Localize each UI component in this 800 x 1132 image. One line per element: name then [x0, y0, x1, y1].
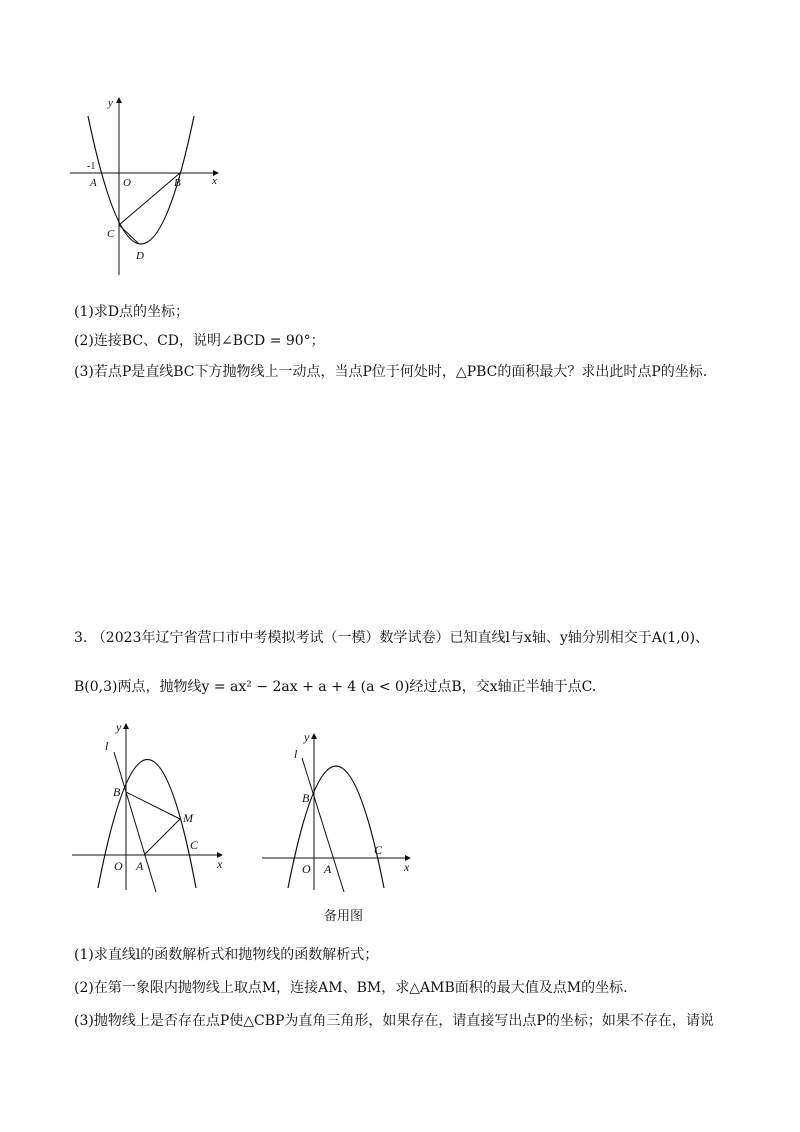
label-minus-one: -1: [87, 161, 96, 172]
q2-part-2: (2)连接BC、CD，说明∠BCD = 90°；: [74, 333, 325, 349]
label-y: y: [108, 97, 113, 109]
segment-bm: [126, 792, 180, 819]
label-o: O: [302, 862, 311, 876]
label-a: A: [136, 859, 144, 873]
segment-am: [144, 819, 180, 855]
label-b: B: [174, 177, 181, 189]
label-m: M: [183, 811, 193, 825]
q3-part-3: (3)抛物线上是否存在点P使△CBP为直角三角形，如果存在，请直接写出点P的坐标；如果不存在，请说: [74, 1013, 714, 1029]
label-o: O: [123, 177, 131, 189]
parabola: [98, 760, 196, 889]
label-d: D: [136, 250, 144, 262]
q3-intro-1: 已知直线l与x轴、y轴分别相交于A(1,0)、: [449, 630, 710, 646]
label-x: x: [212, 175, 217, 187]
q3-part-2: (2)在第一象限内抛物线上取点M，连接AM、BM，求△AMB面积的最大值及点M的坐标.: [74, 980, 628, 996]
figure-line-parabola-main-svg: [68, 716, 233, 894]
label-b: B: [113, 785, 121, 799]
figure-caption: 备用图: [324, 909, 364, 924]
label-y: y: [116, 720, 122, 734]
label-y: y: [304, 730, 310, 744]
segment-cd: [119, 225, 139, 244]
figure-line-parabola-spare-svg: [258, 726, 418, 892]
figure-parabola-bcd-svg: [66, 90, 226, 280]
q2-part-1: (1)求D点的坐标；: [74, 304, 190, 320]
q3-source: （2023年辽宁省营口市中考模拟考试（一模）数学试卷）: [91, 630, 450, 646]
q2-part-3: (3)若点P是直线BC下方抛物线上一动点，当点P位于何处时，△PBC的面积最大？求出此时点P的坐标.: [74, 364, 708, 380]
label-b: B: [302, 791, 310, 805]
label-l: l: [294, 747, 298, 761]
label-a: A: [90, 177, 97, 189]
label-c: C: [374, 843, 383, 857]
label-a: A: [324, 862, 332, 876]
label-c: C: [107, 228, 115, 240]
q3-intro-2: B(0,3)两点，抛物线y = ax² − 2ax + a + 4 (a < 0)经过点B，交x轴正半轴于点C.: [74, 679, 597, 695]
label-x: x: [404, 860, 410, 874]
label-l: l: [105, 739, 109, 753]
q3-part-1: (1)求直线l的函数解析式和抛物线的函数解析式；: [74, 947, 379, 963]
label-o: O: [114, 859, 123, 873]
figure-line-parabola-spare: [258, 726, 418, 892]
figure-parabola-bcd: [66, 90, 226, 280]
figure-line-parabola-main: [68, 716, 233, 894]
q3-number: 3.: [74, 630, 88, 646]
q3-intro-line-1: [74, 628, 709, 648]
label-x: x: [217, 857, 223, 871]
label-c: C: [190, 838, 199, 852]
